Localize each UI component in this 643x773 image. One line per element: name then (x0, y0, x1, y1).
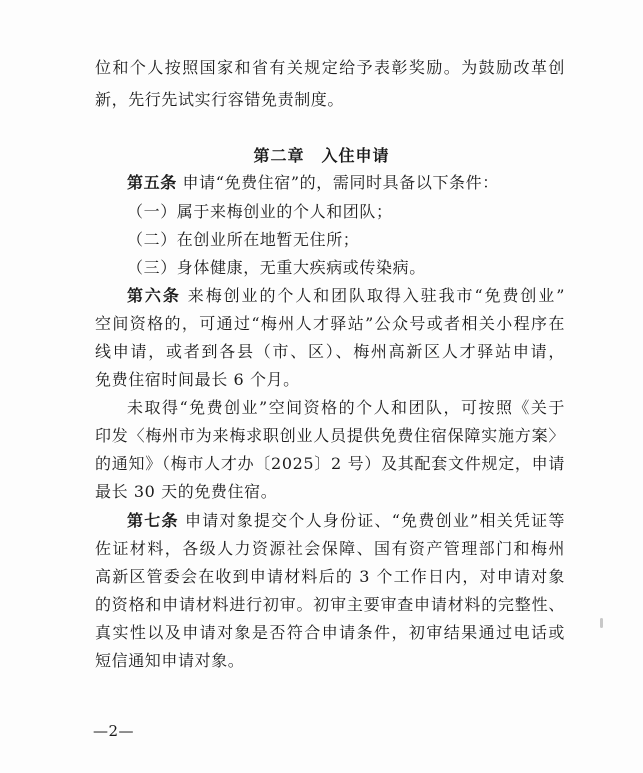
article-5-line (127, 173, 565, 193)
text-line: 的资格和申请材料进行初审。初审主要审查申请材料的完整性、 (95, 595, 565, 614)
text-line: 佐证材料，各级人力资源社会保障、国有资产管理部门和梅州 (95, 539, 565, 558)
text-line: 新，先行先试实行容错免责制度。 (95, 90, 345, 109)
article-5-label: 第五条 (127, 173, 177, 192)
article-5-text: 申请“免费住宿”的，需同时具备以下条件： (182, 173, 499, 192)
text-line: 位和个人按照国家和省有关规定给予表彰奖励。为鼓励改革创 (95, 58, 565, 77)
article-6-text: 来梅创业的个人和团队取得入驻我市“免费创业” (187, 286, 566, 305)
list-item: （二）在创业所在地暂无住所； (127, 230, 360, 249)
list-item: （三）身体健康，无重大疾病或传染病。 (127, 258, 426, 277)
article-7-text: 申请对象提交个人身份证、“免费创业”相关凭证等 (185, 511, 565, 530)
text-line: 的通知》（梅市人才办〔2025〕2 号）及其配套文件规定，申请 (95, 454, 565, 473)
chapter-heading: 第二章 入住申请 (253, 146, 390, 165)
text-line: 未取得“免费创业”空间资格的个人和团队，可按照《关于 (127, 398, 565, 417)
text-line: 高新区管委会在收到申请材料后的 3 个工作日内，对申请对象 (95, 567, 565, 586)
text-line: 短信通知申请对象。 (95, 651, 245, 670)
list-item: （一）属于来梅创业的个人和团队； (127, 202, 393, 221)
page-number: —2— (93, 722, 135, 740)
scan-artifact (600, 618, 603, 628)
text-line: 免费住宿时间最长 6 个月。 (95, 370, 300, 389)
text-line: 空间资格的，可通过“梅州人才驿站”公众号或者相关小程序在 (95, 314, 565, 333)
article-6-label: 第六条 (127, 286, 181, 305)
text-line: 最长 30 天的免费住宿。 (95, 482, 278, 501)
article-7-line (127, 511, 565, 531)
text-line: 线申请，或者到各县（市、区）、梅州高新区人才驿站申请， (95, 342, 565, 361)
article-6-line (127, 286, 565, 306)
text-line: 印发〈梅州市为来梅求职创业人员提供免费住宿保障实施方案〉 (95, 426, 565, 445)
article-7-label: 第七条 (127, 511, 179, 530)
text-line: 真实性以及申请对象是否符合申请条件，初审结果通过电话或 (95, 623, 565, 642)
